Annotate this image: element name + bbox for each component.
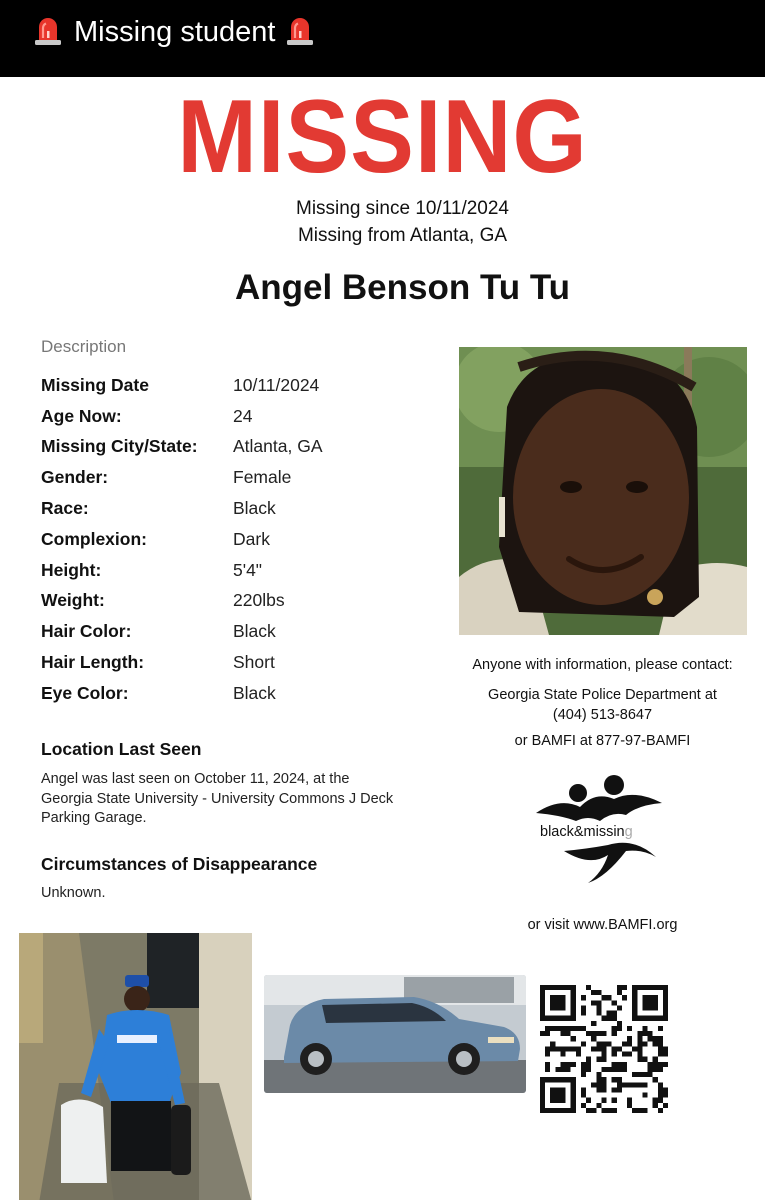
post-title [34, 14, 314, 49]
description-row [41, 493, 323, 524]
description-value: Female [233, 467, 292, 488]
circumstances-text: Unknown. [41, 885, 106, 901]
contact-block [440, 655, 765, 751]
description-value: Dark [233, 528, 270, 549]
person-name: Angel Benson Tu Tu [234, 268, 571, 307]
description-value: Black [233, 682, 276, 703]
description-table [41, 370, 323, 709]
description-key: Weight: [41, 590, 105, 611]
logo-text-faded: g [624, 824, 633, 840]
missing-from: Missing from Atlanta, GA [297, 225, 508, 246]
qr-code[interactable] [540, 985, 668, 1113]
black-and-missing-logo [530, 771, 680, 895]
description-key: Missing City/State: [41, 436, 198, 457]
description-row [41, 555, 323, 586]
description-key: Gender: [41, 467, 109, 488]
description-value: Black [233, 498, 276, 519]
logo-text-main: black&missin [540, 824, 625, 840]
description-value: Black [233, 621, 276, 642]
website-link[interactable]: or visit www.BAMFI.org [527, 917, 678, 933]
circumstances-heading: Circumstances of Disappearance [41, 854, 318, 874]
contact-bamfi: or BAMFI at 877-97-BAMFI [514, 733, 691, 749]
siren-icon [286, 14, 314, 46]
missing-poster [0, 77, 765, 1200]
car-image [264, 975, 526, 1093]
contact-phone: (404) 513-8647 [552, 707, 653, 723]
missing-since: Missing since 10/11/2024 [296, 198, 509, 219]
description-row [41, 432, 323, 463]
description-key: Missing Date [41, 374, 149, 395]
description-value: 24 [233, 405, 253, 426]
description-row [41, 370, 323, 401]
description-key: Complexion: [41, 528, 147, 549]
description-value: 10/11/2024 [233, 374, 320, 395]
person-photo [459, 347, 747, 635]
description-row [41, 401, 323, 432]
description-key: Hair Color: [41, 621, 132, 642]
description-key: Eye Color: [41, 682, 129, 703]
description-value: 220lbs [233, 590, 285, 611]
contact-intro: Anyone with information, please contact: [472, 657, 733, 673]
description-row [41, 586, 323, 617]
siren-icon [34, 14, 62, 46]
location-heading: Location Last Seen [41, 739, 202, 759]
cctv-image [19, 933, 252, 1200]
spacer [440, 675, 765, 685]
logo-text [540, 824, 633, 840]
top-bar [0, 0, 765, 77]
description-label: Description [41, 337, 127, 356]
description-row [41, 616, 323, 647]
location-text: Angel was last seen on October 11, 2024, at the Georgia State University - University Commons J Deck Parking Garage. [41, 771, 394, 826]
missing-since-block [0, 195, 765, 249]
description-value: Short [233, 652, 275, 673]
description-row [41, 462, 323, 493]
description-key: Age Now: [41, 405, 122, 426]
description-key: Race: [41, 498, 89, 519]
description-key: Height: [41, 559, 102, 580]
contact-line: Georgia State Police Department at [488, 687, 717, 703]
description-key: Hair Length: [41, 652, 145, 673]
description-value: Atlanta, GA [233, 436, 323, 457]
description-value: 5'4" [233, 559, 263, 580]
missing-heading: MISSING [177, 79, 588, 195]
description-row [41, 524, 323, 555]
description-row [41, 678, 323, 709]
description-row [41, 647, 323, 678]
post-title-text: Missing student [74, 16, 276, 48]
